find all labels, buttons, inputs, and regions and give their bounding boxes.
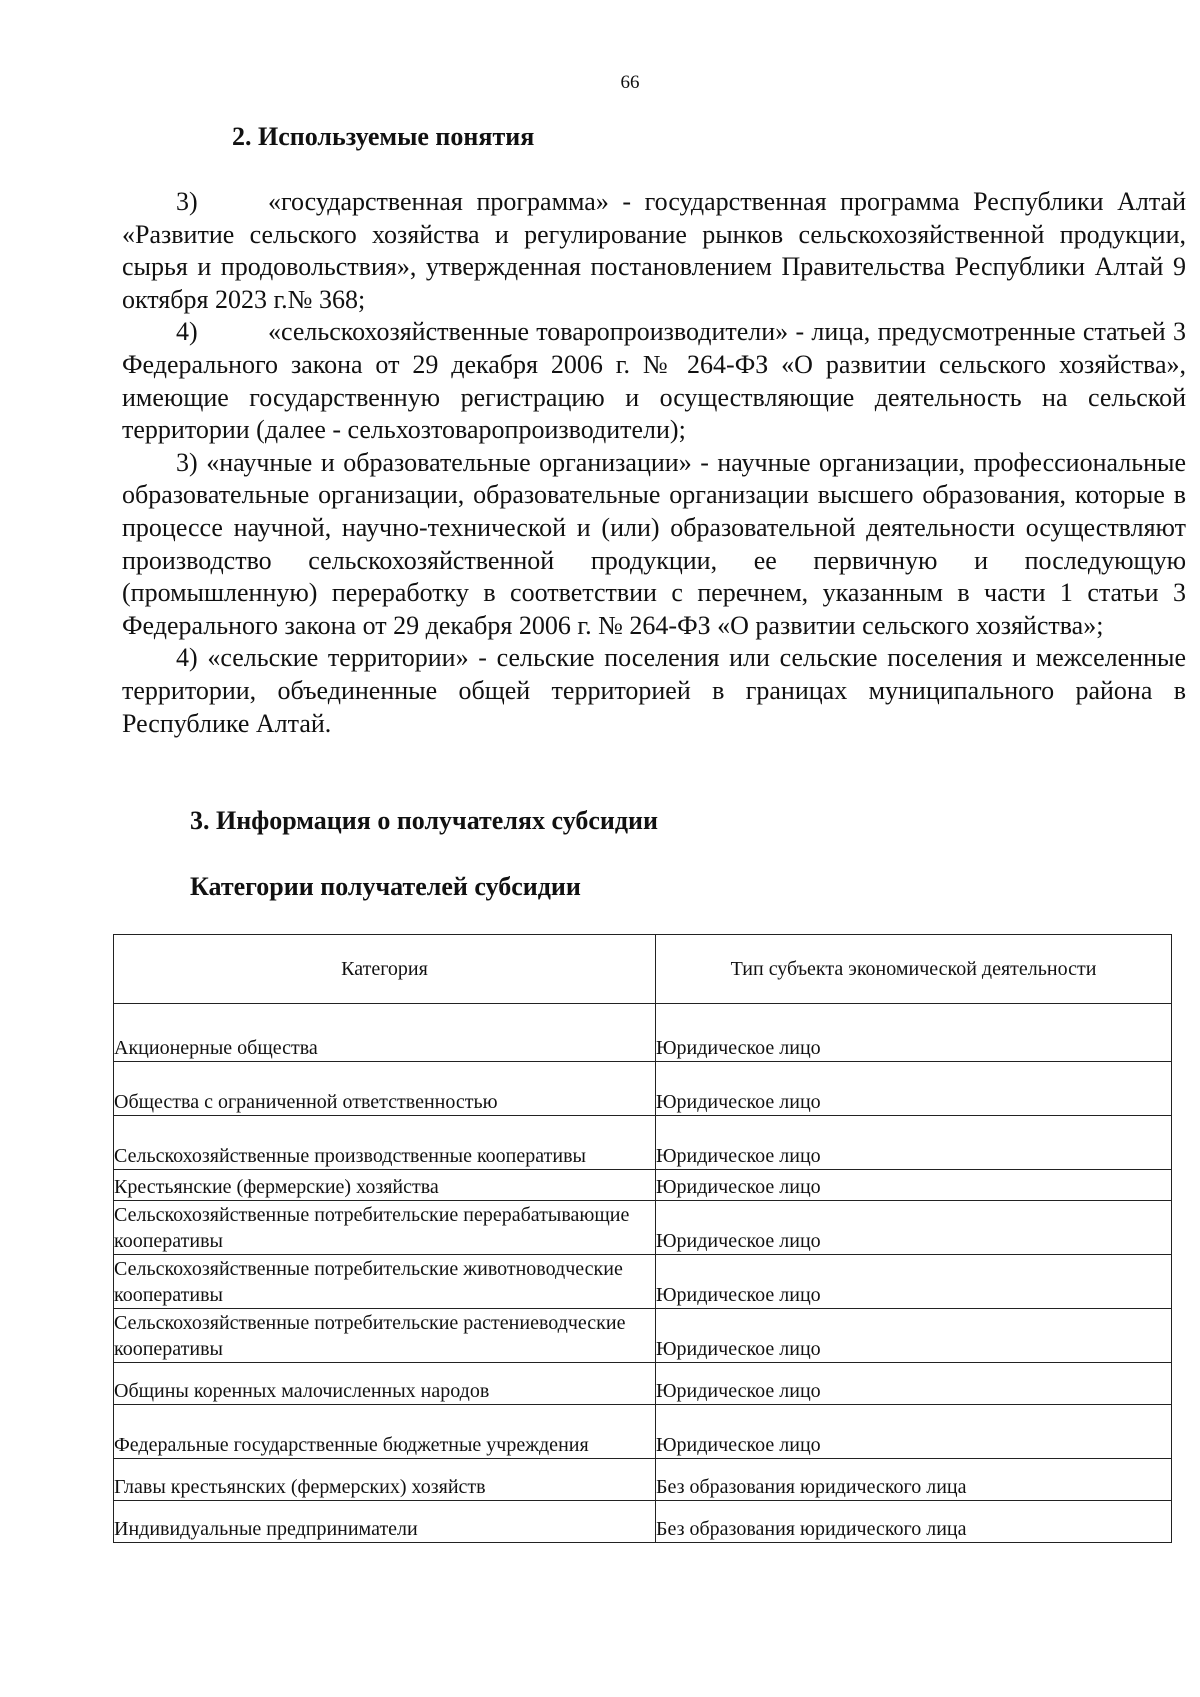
definition-item <box>122 642 1186 740</box>
category-cell: Федеральные государственные бюджетные учреждения <box>114 1405 656 1459</box>
category-cell: Акционерные общества <box>114 1004 656 1062</box>
column-header-entity-type: Тип субъекта экономической деятельности <box>656 935 1172 1004</box>
page-number: 66 <box>620 72 640 93</box>
table-row <box>114 1004 1172 1062</box>
category-cell: Сельскохозяйственные потребительские перерабатывающие кооперативы <box>114 1201 656 1255</box>
category-cell: Сельскохозяйственные производственные кооперативы <box>114 1116 656 1170</box>
definition-text: «сельскохозяйственные товаропроизводители» - лица, предусмотренные статьей 3 Федерального закона от 29 декабря 2006 г. № 264-ФЗ «О развитии сельского хозяйства», имеющие государственную регистрацию и осуществляющие деятельность на сельской территории (далее - сельхозтоваропроизводители); <box>122 317 1186 445</box>
entity-type-cell: Без образования юридического лица <box>656 1501 1172 1543</box>
category-cell: Индивидуальные предприниматели <box>114 1501 656 1543</box>
definition-number: 3) <box>176 447 198 477</box>
entity-type-cell: Юридическое лицо <box>656 1116 1172 1170</box>
definition-item <box>122 447 1186 643</box>
entity-type-cell: Юридическое лицо <box>656 1405 1172 1459</box>
definition-text: «научные и образовательные организации» - научные организации, профессиональные образовательные организации, образовательные организации высшего образования, которые в процессе научной, научно-технической и (или) образовательной деятельности осуществляют производство сельскохозяйственной продукции, ее первичную и последующую (промышленную) переработку в соответствии с перечнем, указанным в части 1 статьи 3 Федерального закона от 29 декабря 2006 г. № 264-ФЗ «О развитии сельского хозяйства»; <box>122 447 1187 640</box>
entity-type-cell: Юридическое лицо <box>656 1062 1172 1116</box>
definition-item <box>122 186 1186 316</box>
table-row <box>114 1062 1172 1116</box>
entity-type-cell: Юридическое лицо <box>656 1255 1172 1309</box>
recipients-table-wrapper <box>113 934 1171 1543</box>
section-3-title: 3. Информация о получателях субсидии <box>190 806 658 835</box>
category-cell: Сельскохозяйственные потребительские растениеводческие кооперативы <box>114 1309 656 1363</box>
definition-item <box>122 316 1186 446</box>
definitions-block <box>122 186 1186 740</box>
category-cell: Сельскохозяйственные потребительские животноводческие кооперативы <box>114 1255 656 1309</box>
section-2-title: 2. Используемые понятия <box>232 122 535 151</box>
definition-text: «государственная программа» - государственная программа Республики Алтай «Развитие сельского хозяйства и регулирование рынков сельскохозяйственной продукции, сырья и продовольствия», утвержденная постановлением Правительства Республики Алтай 9 октября 2023 г.№ 368; <box>122 187 1186 314</box>
entity-type-cell: Юридическое лицо <box>656 1363 1172 1405</box>
definition-number: 3) <box>176 187 198 216</box>
category-cell: Общества с ограниченной ответственностью <box>114 1062 656 1116</box>
category-cell: Общины коренных малочисленных народов <box>114 1363 656 1405</box>
category-cell: Крестьянские (фермерские) хозяйства <box>114 1170 656 1201</box>
table-row <box>114 1116 1172 1170</box>
definition-text: «сельские территории» - сельские поселения или сельские поселения и межселенные территории, объединенные общей территорией в границах муниципального района в Республике Алтай. <box>122 643 1186 738</box>
entity-type-cell: Юридическое лицо <box>656 1004 1172 1062</box>
table-row <box>114 1201 1172 1255</box>
table-row <box>114 1309 1172 1363</box>
table-row <box>114 1255 1172 1309</box>
table-caption: Категории получателей субсидии <box>190 872 581 901</box>
definition-number: 4) <box>176 643 198 673</box>
table-row <box>114 1170 1172 1201</box>
table-row <box>114 1459 1172 1501</box>
entity-type-cell: Юридическое лицо <box>656 1201 1172 1255</box>
recipients-table <box>113 934 1172 1543</box>
entity-type-cell: Без образования юридического лица <box>656 1459 1172 1501</box>
definition-number: 4) <box>176 317 198 347</box>
column-header-category: Категория <box>114 935 656 1004</box>
category-cell: Главы крестьянских (фермерских) хозяйств <box>114 1459 656 1501</box>
table-row <box>114 1405 1172 1459</box>
entity-type-cell: Юридическое лицо <box>656 1170 1172 1201</box>
table-header-row <box>114 935 1172 1004</box>
entity-type-cell: Юридическое лицо <box>656 1309 1172 1363</box>
table-row <box>114 1501 1172 1543</box>
table-row <box>114 1363 1172 1405</box>
